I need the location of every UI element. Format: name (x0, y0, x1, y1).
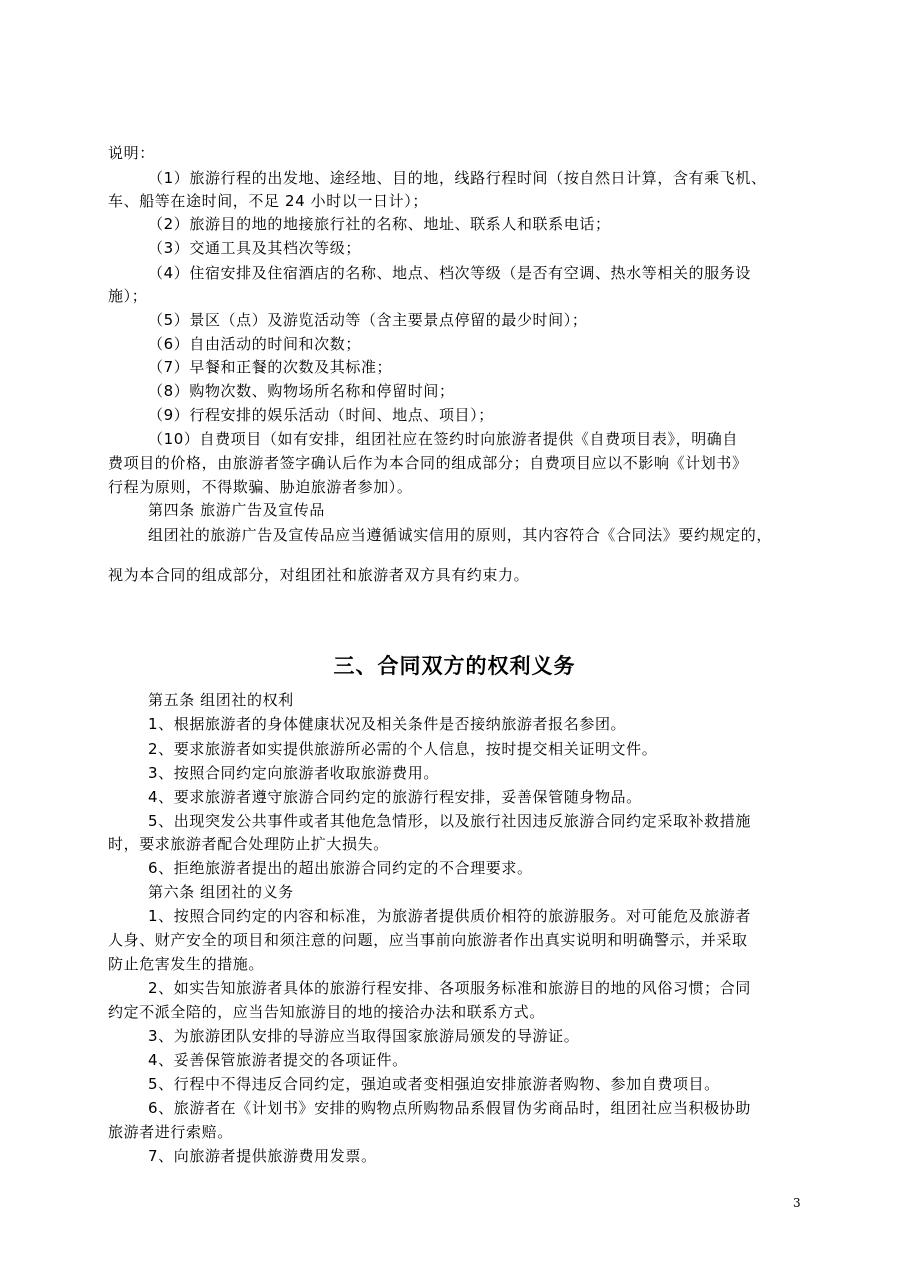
paragraph-line: （10）自费项目（如有安排，组团社应在签约时向旅游者提供《自费项目表》，明确自 (148, 430, 738, 448)
paragraph-line: 旅游者进行索赔。 (108, 1123, 233, 1141)
paragraph-line: 5、行程中不得违反合同约定，强迫或者变相强迫安排旅游者购物、参加自费项目。 (148, 1075, 720, 1093)
paragraph-line: 时，要求旅游者配合处理防止扩大损失。 (108, 835, 389, 853)
paragraph-line: 3、为旅游团队安排的导游应当取得国家旅游局颁发的导游证。 (148, 1027, 580, 1045)
paragraph-line: 2、要求旅游者如实提供旅游所必需的个人信息，按时提交相关证明文件。 (148, 740, 658, 758)
explanation-label: 说明： (108, 144, 155, 162)
paragraph-line: 视为本合同的组成部分，对组团社和旅游者双方具有约束力。 (108, 566, 530, 584)
paragraph-line: （9）行程安排的娱乐活动（时间、地点、项目）； (148, 406, 494, 424)
paragraph-line: （2）旅游目的地的地接旅行社的名称、地址、联系人和联系电话； (148, 215, 611, 233)
paragraph-line: 1、根据旅游者的身体健康状况及相关条件是否接纳旅游者报名参团。 (148, 715, 627, 733)
paragraph-line: （8）购物次数、购物场所名称和停留时间； (148, 382, 455, 400)
paragraph-line: 人身、财产安全的项目和须注意的问题，应当事前向旅游者作出真实说明和明确警示，并采取 (108, 931, 748, 949)
paragraph-line: 5、出现突发公共事件或者其他危急情形，以及旅行社因违反旅游合同约定采取补救措施 (148, 812, 751, 830)
paragraph-line: 6、拒绝旅游者提出的超出旅游合同约定的不合理要求。 (148, 859, 533, 877)
paragraph-line: 车、船等在途时间，不足 24 小时以一日计）； (108, 192, 428, 210)
page-number: 3 (793, 1196, 801, 1210)
article-title: 第五条 组团社的权利 (148, 691, 294, 709)
paragraph-line: （3）交通工具及其档次等级； (148, 239, 361, 257)
article-title: 第四条 旅游广告及宣传品 (148, 501, 325, 519)
paragraph-line: （7）早餐和正餐的次数及其标准； (148, 358, 393, 376)
paragraph-line: （4）住宿安排及住宿酒店的名称、地点、档次等级（是否有空调、热水等相关的服务设 (148, 264, 751, 282)
paragraph-line: 约定不派全陪的，应当告知旅游目的地的接洽办法和联系方式。 (108, 1003, 545, 1021)
section-heading: 三、合同双方的权利义务 (333, 654, 576, 678)
paragraph-line: 防止危害发生的措施。 (108, 955, 265, 973)
paragraph-line: 7、向旅游者提供旅游费用发票。 (148, 1147, 377, 1165)
paragraph-line: 行程为原则，不得欺骗、胁迫旅游者参加）。 (108, 478, 413, 496)
paragraph-line: （5）景区（点）及游览活动等（含主要景点停留的最少时间）； (148, 311, 588, 329)
paragraph-line: （6）自由活动的时间和次数； (148, 335, 361, 353)
paragraph-line: 2、如实告知旅游者具体的旅游行程安排、各项服务标准和旅游目的地的风俗习惯；合同 (148, 979, 751, 997)
paragraph-line: 费项目的价格，由旅游者签字确认后作为本合同的组成部分；自费项目应以不影响《计划书》 (108, 454, 748, 472)
paragraph-line: 6、旅游者在《计划书》安排的购物点所购物品系假冒伪劣商品时，组团社应当积极协助 (148, 1099, 751, 1117)
paragraph-line: 组团社的旅游广告及宣传品应当遵循诚实信用的原则，其内容符合《合同法》要约规定的， (148, 526, 773, 544)
paragraph-line: 4、要求旅游者遵守旅游合同约定的旅游行程安排，妥善保管随身物品。 (148, 788, 642, 806)
paragraph-line: 1、按照合同约定的内容和标准，为旅游者提供质价相符的旅游服务。对可能危及旅游者 (148, 907, 751, 925)
paragraph-line: 4、妥善保管旅游者提交的各项证件。 (148, 1051, 408, 1069)
paragraph-line: （1）旅游行程的出发地、途经地、目的地，线路行程时间（按自然日计算，含有乘飞机、 (148, 169, 767, 187)
paragraph-line: 施）； (108, 287, 148, 305)
article-title: 第六条 组团社的义务 (148, 883, 294, 901)
paragraph-line: 3、按照合同约定向旅游者收取旅游费用。 (148, 764, 439, 782)
